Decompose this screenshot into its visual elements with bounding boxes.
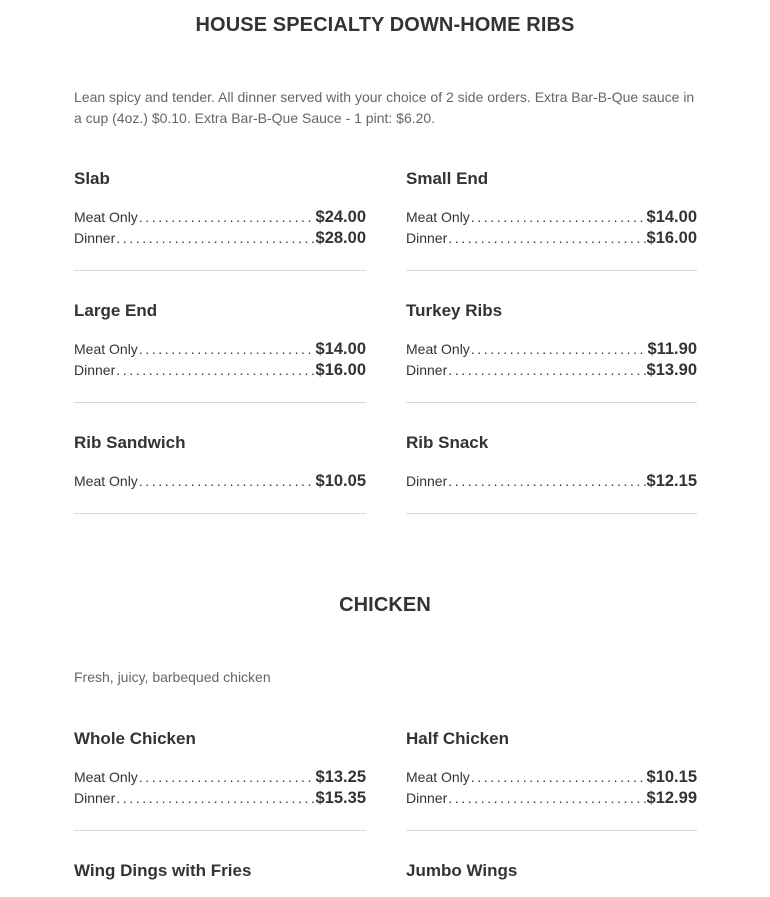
price-row <box>74 788 366 809</box>
item-name: Slab <box>74 169 110 188</box>
price-row <box>406 207 697 228</box>
menu-item-wing-dings-with-fries <box>74 831 366 882</box>
price-row <box>406 767 697 788</box>
menu-item-half-chicken <box>406 728 697 831</box>
price-amount: $13.25 <box>315 768 366 786</box>
item-name: Jumbo Wings <box>406 861 518 880</box>
price-row <box>406 788 697 809</box>
menu-item-large-end <box>74 271 366 403</box>
price-row <box>74 360 366 381</box>
menu-item-rib-sandwich <box>74 403 366 514</box>
price-amount: $24.00 <box>315 208 366 226</box>
price-row <box>406 360 697 381</box>
price-label: Dinner <box>406 790 448 806</box>
price-label: Dinner <box>406 230 448 246</box>
price-row <box>74 339 366 360</box>
item-name: Half Chicken <box>406 729 509 748</box>
dot-leader <box>116 788 314 809</box>
price-amount: $13.90 <box>646 361 697 379</box>
dot-leader <box>471 339 647 360</box>
price-row <box>74 471 366 492</box>
item-name: Small End <box>406 169 489 188</box>
price-label: Dinner <box>74 790 116 806</box>
menu-item-small-end <box>406 168 697 271</box>
dot-leader <box>448 360 645 381</box>
dot-leader <box>471 207 646 228</box>
price-row <box>74 767 366 788</box>
price-amount: $15.35 <box>315 789 366 807</box>
price-row <box>406 228 697 249</box>
price-amount: $12.99 <box>646 789 697 807</box>
menu-item-slab <box>74 168 366 271</box>
dot-leader <box>116 228 314 249</box>
price-amount: $14.00 <box>315 340 366 358</box>
chicken-menu-grid <box>74 728 770 882</box>
dot-leader <box>139 207 315 228</box>
item-name: Large End <box>74 301 158 320</box>
item-name: Turkey Ribs <box>406 301 503 320</box>
price-amount: $11.90 <box>647 340 697 358</box>
price-amount: $16.00 <box>315 361 366 379</box>
price-amount: $14.00 <box>646 208 697 226</box>
price-label: Dinner <box>74 362 116 378</box>
dot-leader <box>471 767 646 788</box>
price-label: Meat Only <box>74 209 138 225</box>
price-label: Dinner <box>406 473 448 489</box>
item-divider <box>406 513 697 514</box>
price-row <box>406 471 697 492</box>
price-amount: $12.15 <box>646 472 697 490</box>
item-name: Rib Snack <box>406 433 489 452</box>
price-amount: $28.00 <box>315 229 366 247</box>
section-description-chicken: Fresh, juicy, barbequed chicken <box>74 669 271 685</box>
item-divider <box>74 513 366 514</box>
dot-leader <box>139 339 315 360</box>
ribs-menu-grid <box>74 168 770 514</box>
item-name: Wing Dings with Fries <box>74 861 252 880</box>
price-amount: $10.05 <box>315 472 366 490</box>
price-label: Meat Only <box>74 769 138 785</box>
item-name: Rib Sandwich <box>74 433 186 452</box>
price-label: Meat Only <box>406 341 470 357</box>
price-label: Meat Only <box>406 209 470 225</box>
dot-leader <box>116 360 314 381</box>
menu-item-turkey-ribs <box>406 271 697 403</box>
price-label: Meat Only <box>74 341 138 357</box>
price-row <box>74 207 366 228</box>
dot-leader <box>448 788 645 809</box>
dot-leader <box>448 228 645 249</box>
price-label: Meat Only <box>406 769 470 785</box>
price-amount: $16.00 <box>646 229 697 247</box>
item-name: Whole Chicken <box>74 729 196 748</box>
menu-item-rib-snack <box>406 403 697 514</box>
menu-item-whole-chicken <box>74 728 366 831</box>
price-row <box>406 339 697 360</box>
menu-item-jumbo-wings <box>406 831 697 882</box>
section-title-chicken: CHICKEN <box>339 594 431 616</box>
price-label: Dinner <box>74 230 116 246</box>
price-label: Dinner <box>406 362 448 378</box>
section-title-ribs: HOUSE SPECIALTY DOWN-HOME RIBS <box>195 14 575 36</box>
dot-leader <box>139 471 315 492</box>
dot-leader <box>139 767 315 788</box>
section-description-ribs: Lean spicy and tender. All dinner served with your choice of 2 side orders. Extra Bar-B-Que sauce in a cup (4oz.) $0.10. Extra Bar-B-Que Sauce - 1 pint: $6.20. <box>74 89 695 126</box>
price-label: Meat Only <box>74 473 138 489</box>
price-row <box>74 228 366 249</box>
price-amount: $10.15 <box>646 768 697 786</box>
dot-leader <box>448 471 645 492</box>
